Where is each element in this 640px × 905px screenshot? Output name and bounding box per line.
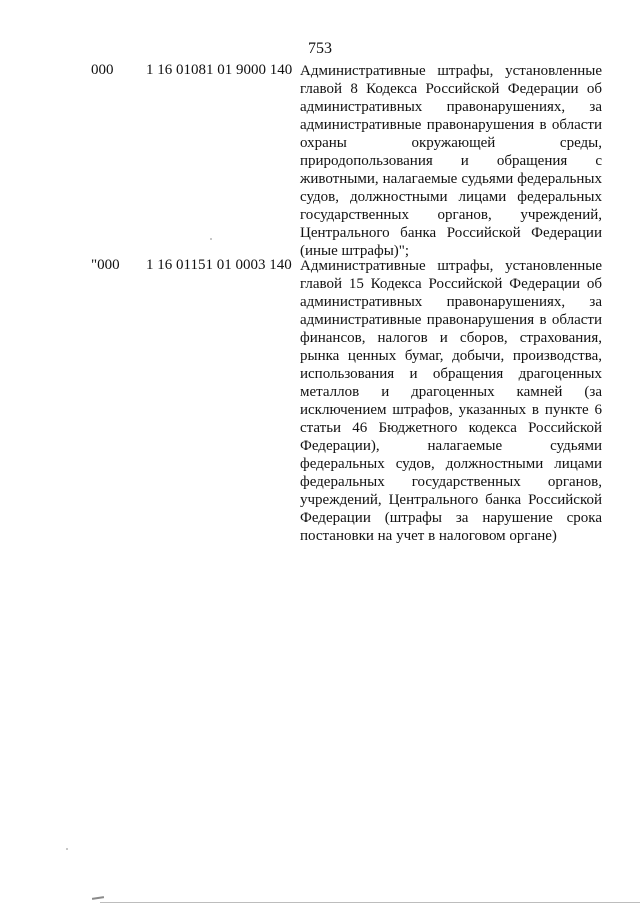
page-number: 753 xyxy=(308,40,332,57)
income-description: Административные штрафы, установленные главой 8 Кодекса Российской Федерации об административных правонарушениях, за административные правонарушения в области охраны окружающей среды, природопользования и обращения с животными, налагаемые судьями федеральных судов, должностными лицами федеральных государственных органов, учреждений, Центрального банка Российской Федерации (иные штрафы)"; xyxy=(300,63,602,259)
scan-speck xyxy=(66,848,68,850)
admin-code: 000 xyxy=(91,62,114,78)
admin-code: "000 xyxy=(91,257,120,273)
income-description: Административные штрафы, установленные главой 15 Кодекса Российской Федерации об административных правонарушениях, за административные правонарушения в области финансов, налогов и сборов, страхования, рынка ценных бумаг, добычи, производства, использования и обращения драгоценных металлов и драгоценных камней (за исключением штрафов, указанных в пункте 6 статьи 46 Бюджетного кодекса Российской Федерации), налагаемые судьями федеральных судов, должностными лицами федеральных государственных органов, учреждений, Центрального банка Российской Федерации (штрафы за нарушение срока постановки на учет в налоговом органе) xyxy=(300,258,602,544)
scan-speck xyxy=(210,238,212,240)
scan-edge-line xyxy=(100,902,640,903)
scan-edge-mark xyxy=(92,896,104,900)
budget-classification-code: 1 16 01081 01 9000 140 xyxy=(146,62,293,78)
budget-classification-code: 1 16 01151 01 0003 140 xyxy=(146,257,292,273)
